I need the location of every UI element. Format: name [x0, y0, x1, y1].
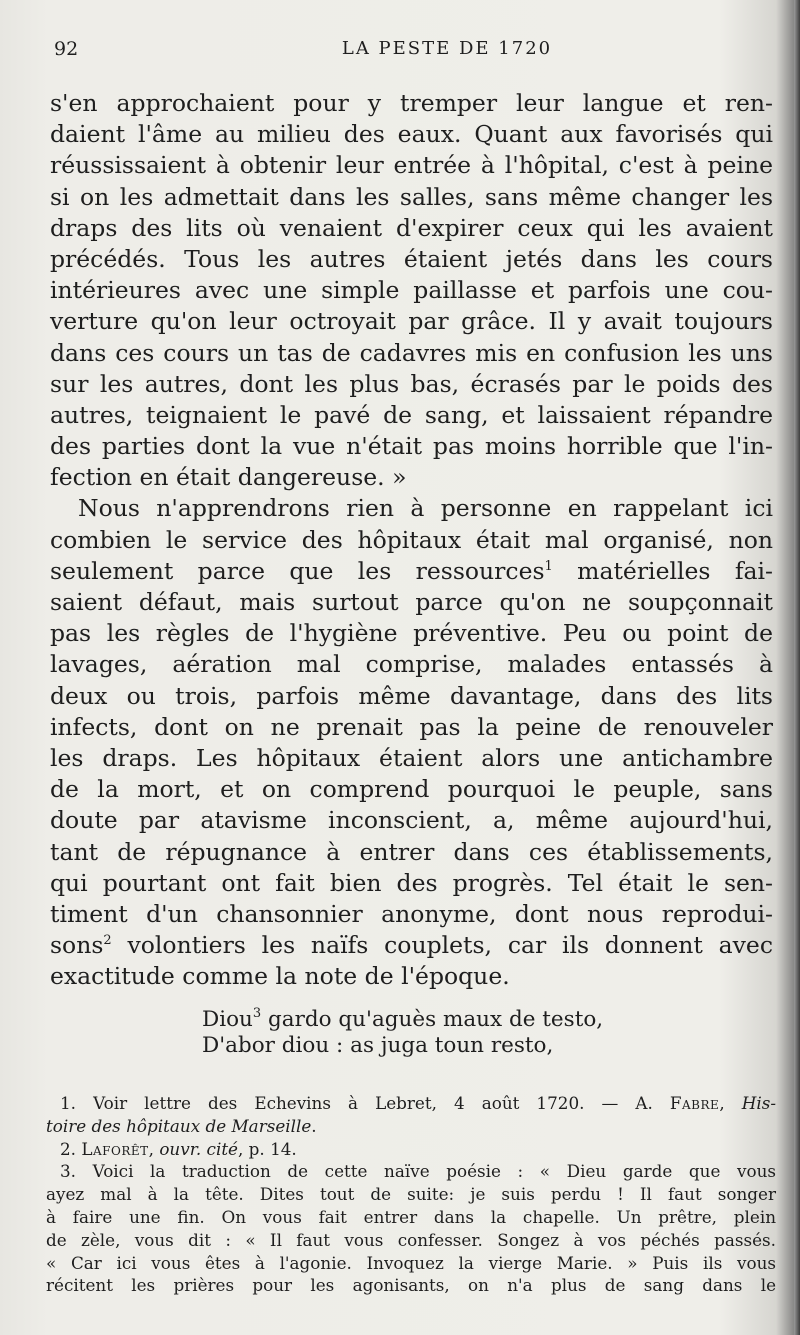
text-line: les draps. Les hôpitaux étaient alors une antichambre — [50, 743, 773, 772]
footnote-ref-3: 3 — [252, 1006, 262, 1021]
footnote-text: , — [148, 1138, 160, 1159]
text-line: saient défaut, mais surtout parce qu'on ne soupçonnait — [50, 588, 773, 616]
verse-line — [202, 1007, 603, 1033]
text-line: lavages, aération mal comprise, malades entassés à — [50, 650, 773, 679]
text-segment: sons — [50, 931, 104, 960]
footnote-3-cont: de zèle, vous dit : « Il faut vous confesser. Songez à vos péchés passés. — [46, 1229, 776, 1250]
text-line: tant de répugnance à entrer dans ces établissements, — [50, 837, 773, 866]
text-line: timent d'un chansonnier anonyme, dont nous reprodui- — [50, 899, 773, 928]
footnote-3: 3. Voici la traduction de cette naïve poésie : « Dieu garde que vous — [60, 1161, 776, 1182]
footnote-text: , — [719, 1093, 742, 1113]
text-line: verture qu'on leur octroyait par grâce. Il y avait toujours — [50, 307, 773, 336]
footnote-text: 1. Voir lettre des Echevins à Lebret, 4 août 1720. — A. — [60, 1093, 670, 1113]
text-line: combien le service des hôpitaux était mal organisé, non — [50, 525, 773, 554]
footnote-author: Laforêt — [81, 1138, 149, 1159]
footnote-ref-1: 1 — [544, 558, 553, 574]
text-line: réussissaient à obtenir leur entrée à l'hôpital, c'est à peine — [50, 151, 773, 180]
page-edge-shadow — [794, 0, 800, 1335]
footnotes — [46, 1092, 776, 1297]
running-head: LA PESTE DE 1720 — [341, 38, 553, 59]
verse-segment: Diou — [202, 1007, 253, 1032]
footnote-2 — [46, 1138, 776, 1161]
text-line: deux ou trois, parfois même davantage, dans des lits — [50, 681, 773, 710]
footnote-3-cont: à faire une fin. On vous fait entrer dans la chapelle. Un prêtre, plein — [46, 1206, 776, 1227]
text-line-with-note — [50, 556, 773, 587]
footnote-title: toire des hôpitaux de Marseille — [46, 1115, 312, 1136]
text-segment: seulement parce que les ressources — [50, 556, 545, 585]
footnote-number: 2. — [60, 1138, 82, 1159]
text-line: infects, dont on ne prenait pas la peine de renouveler — [50, 712, 773, 741]
text-line: s'en approchaient pour y tremper leur langue et ren- — [50, 89, 773, 117]
text-line: autres, teignaient le pavé de sang, et laissaient répandre — [50, 400, 773, 429]
text-line: précédés. Tous les autres étaient jetés dans les cours — [50, 244, 773, 273]
footnote-text: . — [311, 1115, 317, 1136]
text-segment: matérielles fai- — [552, 556, 773, 585]
footnote-1-cont — [46, 1115, 776, 1138]
text-line: draps des lits où venaient d'expirer ceux qui les avaient — [50, 213, 773, 242]
verse-line: D'abor diou : as juga toun resto, — [202, 1033, 554, 1058]
text-line: dans ces cours un tas de cadavres mis en confusion les uns — [50, 338, 773, 367]
footnote-3-cont: ayez mal à la tête. Dites tout de suite: je suis perdu ! Il faut songer — [46, 1184, 776, 1205]
text-line: si on les admettait dans les salles, sans même changer les — [50, 182, 773, 211]
text-line: de la mort, et on comprend pourquoi le peuple, sans — [50, 775, 773, 804]
footnote-author: Fabre — [669, 1093, 720, 1113]
text-line: Nous n'apprendrons rien à personne en rappelant ici — [78, 494, 773, 523]
text-line: intérieures avec une simple paillasse et parfois une cou- — [50, 276, 773, 305]
text-line: doute par atavisme inconscient, a, même aujourd'hui, — [50, 806, 773, 835]
main-text — [50, 88, 773, 992]
footnote-3-cont: récitent les prières pour les agonisants, on n'a plus de sang dans le — [46, 1275, 776, 1296]
footnote-1 — [46, 1092, 776, 1115]
verse-segment: gardo qu'aguès maux de testo, — [261, 1007, 604, 1032]
page-header — [54, 38, 770, 62]
text-line: daient l'âme au milieu des eaux. Quant aux favorisés qui — [50, 120, 773, 149]
text-line: pas les règles de l'hygiène préventive. Peu ou point de — [50, 619, 773, 648]
text-line-with-note — [50, 930, 773, 961]
text-line: fection en était dangereuse. » — [50, 463, 407, 492]
footnote-ref-2: 2 — [103, 933, 112, 949]
page-number: 92 — [54, 38, 79, 60]
verse-quote — [202, 1007, 603, 1059]
text-line: des parties dont la vue n'était pas moins horrible que l'in- — [50, 432, 773, 461]
footnote-text: , p. 14. — [238, 1138, 297, 1159]
text-line: exactitude comme la note de l'époque. — [50, 962, 510, 991]
footnote-3-cont: « Car ici vous êtes à l'agonie. Invoquez la vierge Marie. » Puis ils vous — [46, 1252, 776, 1273]
text-line: qui pourtant ont fait bien des progrès. Tel était le sen- — [50, 868, 773, 897]
text-segment: volontiers les naïfs couplets, car ils donnent avec — [111, 931, 773, 960]
footnote-title: His- — [741, 1093, 776, 1113]
footnote-citation: ouvr. cité — [159, 1138, 238, 1159]
text-line: sur les autres, dont les plus bas, écrasés par le poids des — [50, 369, 773, 398]
